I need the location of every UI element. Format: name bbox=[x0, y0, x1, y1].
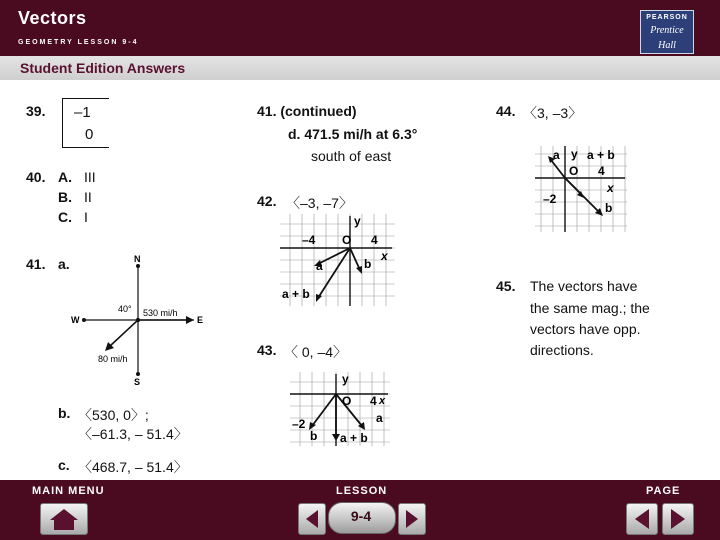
graph44-vector-a-label: a bbox=[553, 148, 560, 162]
graph42-vector-a-label: a bbox=[316, 259, 323, 273]
arrow-right-icon bbox=[399, 504, 425, 534]
page-subtitle: GEOMETRY LESSON 9-4 bbox=[18, 39, 139, 46]
answer-41-number: 41. bbox=[26, 256, 46, 272]
vector-graph-44 bbox=[535, 146, 627, 232]
compass-n-label: N bbox=[134, 254, 141, 264]
arrow-left-icon bbox=[627, 504, 657, 534]
answer-40-number: 40. bbox=[26, 169, 46, 185]
answer-40-letter-b: B. bbox=[58, 189, 72, 205]
answer-40-value-c: I bbox=[84, 209, 88, 225]
compass-diagram bbox=[66, 252, 216, 390]
home-icon bbox=[41, 504, 87, 534]
answer-41-continued-label: 41. (continued) bbox=[257, 103, 357, 119]
lesson-prev-button[interactable] bbox=[298, 503, 326, 535]
page-prev-button[interactable] bbox=[626, 503, 658, 535]
graph44-neg2-label: –2 bbox=[543, 192, 557, 206]
answer-43-number: 43. bbox=[257, 342, 277, 358]
answer-45-line3: vectors have opp. bbox=[530, 321, 641, 337]
answer-40-letter-c: C. bbox=[58, 209, 72, 225]
vector-graph-42 bbox=[280, 214, 395, 306]
graph43-vector-a-label: a bbox=[376, 411, 383, 425]
graph44-x-label: x bbox=[607, 181, 614, 195]
compass-speed-east-label: 530 mi/h bbox=[143, 308, 178, 318]
page-next-button[interactable] bbox=[662, 503, 694, 535]
lesson-next-button[interactable] bbox=[398, 503, 426, 535]
graph42-neg4-label: –4 bbox=[302, 233, 316, 247]
graph43-y-label: y bbox=[342, 372, 349, 386]
graph43-neg2-label: –2 bbox=[292, 417, 306, 431]
answer-41d-line1: d. 471.5 mi/h at 6.3° bbox=[288, 126, 418, 142]
answer-40-value-a: III bbox=[84, 169, 96, 185]
arrow-right-icon bbox=[663, 504, 693, 534]
answer-39-number: 39. bbox=[26, 103, 46, 119]
answer-42-number: 42. bbox=[257, 193, 277, 209]
graph44-origin-label: O bbox=[569, 164, 579, 178]
answer-40-value-b: II bbox=[84, 189, 92, 205]
lesson-number-text: 9-4 bbox=[350, 508, 372, 524]
answer-45-line1: The vectors have bbox=[530, 278, 638, 294]
answer-45-number: 45. bbox=[496, 278, 516, 294]
answer-41d-line2: south of east bbox=[311, 148, 392, 164]
compass-w-label: W bbox=[71, 315, 80, 325]
graph43-vector-b-label: b bbox=[310, 429, 318, 443]
answer-44-vector: 〈3, –3〉 bbox=[523, 105, 583, 121]
compass-angle-label: 40° bbox=[118, 304, 132, 314]
logo-line1: Prentice bbox=[650, 25, 684, 36]
page-label: PAGE bbox=[646, 485, 681, 497]
graph43-x-label: x bbox=[379, 395, 386, 407]
lesson-label: LESSON bbox=[336, 485, 388, 497]
answer-41b-label: b. bbox=[58, 405, 71, 421]
graph43-origin-label: O bbox=[342, 394, 352, 408]
compass-e-label: E bbox=[197, 315, 204, 325]
page-title: Vectors bbox=[18, 8, 87, 28]
answer-43-vector: 〈 0, –4〉 bbox=[284, 344, 348, 360]
graph42-x-label: x bbox=[381, 249, 388, 263]
answer-39-top: –1 bbox=[74, 104, 91, 121]
answer-45-line4: directions. bbox=[530, 342, 594, 358]
graph42-y-label: y bbox=[354, 214, 361, 228]
answer-45-line2: the same mag.; the bbox=[530, 300, 650, 316]
graph44-y-label: y bbox=[571, 147, 578, 161]
graph44-vector-b-label: b bbox=[605, 201, 613, 215]
vector-graph-43 bbox=[290, 372, 390, 446]
answer-41b-line2: 〈–61.3, – 51.4〉 bbox=[78, 426, 188, 442]
compass-s-label: S bbox=[134, 377, 141, 387]
answer-41c-line: 〈468.7, – 51.4〉 bbox=[78, 459, 188, 475]
answer-41c-label: c. bbox=[58, 457, 70, 473]
pearson-logo bbox=[640, 10, 694, 54]
graph43-4-label: 4 bbox=[370, 394, 377, 408]
answer-42-vector: 〈–3, –7〉 bbox=[286, 195, 353, 211]
answer-39-bottom: 0 bbox=[85, 126, 94, 143]
logo-line2: Hall bbox=[658, 40, 676, 51]
graph43-sum-label: a + b bbox=[340, 431, 368, 445]
graph42-4-label: 4 bbox=[371, 233, 378, 247]
section-banner-text: Student Edition Answers bbox=[20, 60, 186, 76]
graph42-origin-label: O bbox=[342, 233, 352, 247]
graph42-vector-b-label: b bbox=[364, 257, 372, 271]
graph42-sum-label: a + b bbox=[282, 287, 310, 301]
main-menu-label: MAIN MENU bbox=[32, 485, 105, 497]
answer-41b-line1: 〈530, 0〉; bbox=[78, 407, 149, 423]
answer-41a-label: a. bbox=[58, 256, 70, 272]
header-bar bbox=[0, 0, 720, 56]
answer-44-number: 44. bbox=[496, 103, 516, 119]
logo-brand: PEARSON bbox=[646, 14, 688, 21]
graph44-4-label: 4 bbox=[598, 164, 605, 178]
compass-speed-sw-label: 80 mi/h bbox=[98, 354, 128, 364]
arrow-left-icon bbox=[299, 504, 325, 534]
answer-40-letter-a: A. bbox=[58, 169, 72, 185]
graph44-sum-label: a + b bbox=[587, 148, 615, 162]
main-menu-button[interactable] bbox=[40, 503, 88, 535]
